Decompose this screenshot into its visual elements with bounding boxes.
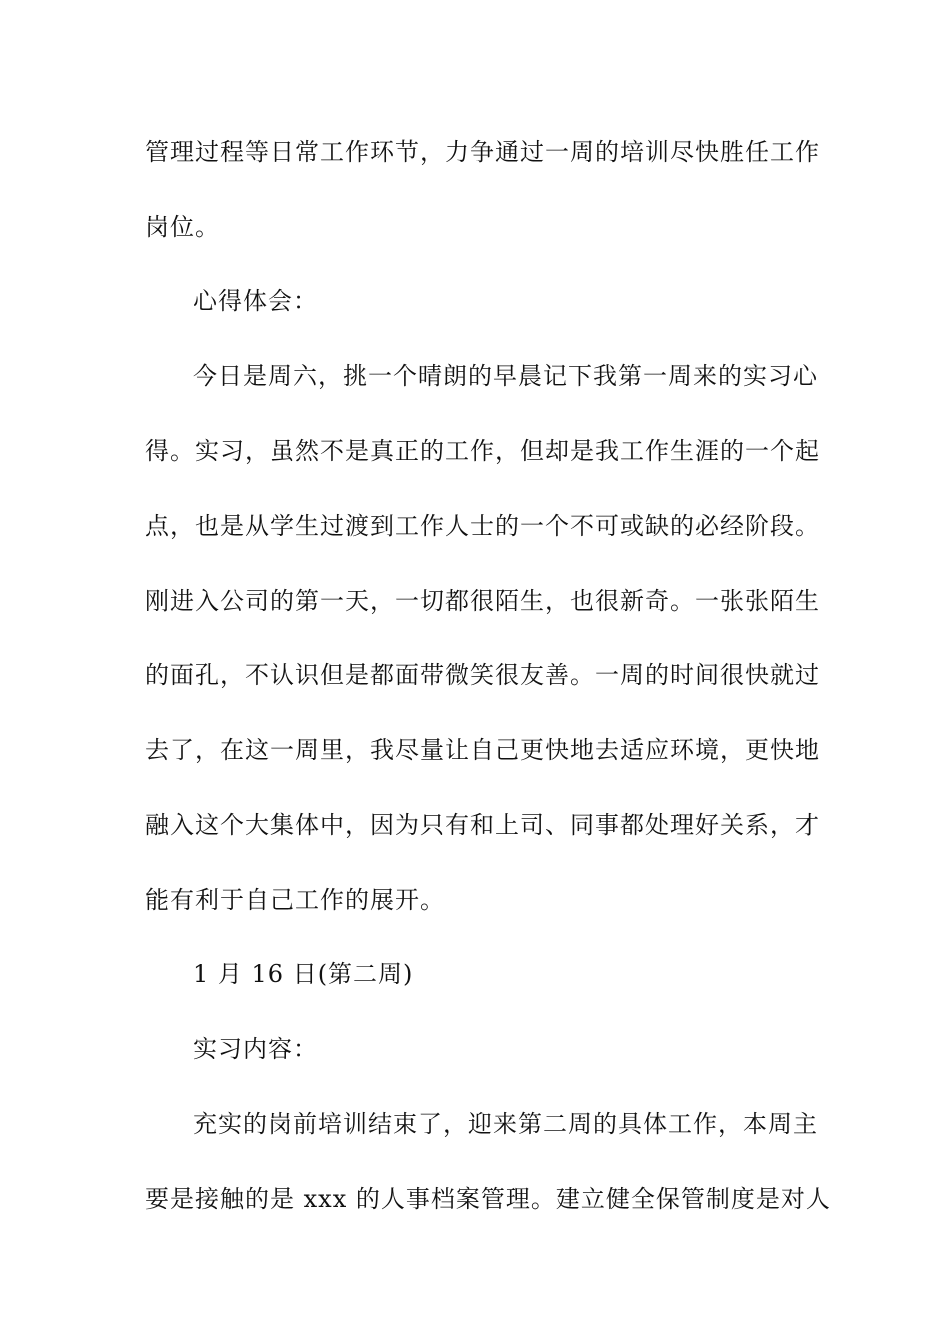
text-line: 的面孔，不认识但是都面带微笑很友善。一周的时间很快就过 (145, 661, 820, 689)
text-line: 岗位。 (145, 213, 220, 241)
text-line: 刚进入公司的第一天，一切都很陌生，也很新奇。一张张陌生 (145, 587, 820, 615)
date-heading: 1 月 16 日(第二周) (193, 960, 414, 988)
text-line: 今日是周六，挑一个晴朗的早晨记下我第一周来的实习心 (193, 362, 818, 390)
text-line: 点，也是从学生过渡到工作人士的一个不可或缺的必经阶段。 (145, 512, 820, 540)
text-line: 去了，在这一周里，我尽量让自己更快地去适应环境，更快地 (145, 736, 820, 764)
text-line: 要是接触的是 xxx 的人事档案管理。建立健全保管制度是对人 (145, 1185, 831, 1213)
text-line: 充实的岗前培训结束了，迎来第二周的具体工作，本周主 (193, 1110, 818, 1138)
section-heading: 实习内容： (193, 1035, 318, 1063)
text-line: 得。实习，虽然不是真正的工作，但却是我工作生涯的一个起 (145, 437, 820, 465)
text-line: 融入这个大集体中，因为只有和上司、同事都处理好关系，才 (145, 811, 820, 839)
text-line: 能有利于自己工作的展开。 (145, 886, 445, 914)
text-line: 管理过程等日常工作环节，力争通过一周的培训尽快胜任工作 (145, 138, 820, 166)
section-heading: 心得体会： (193, 287, 318, 315)
